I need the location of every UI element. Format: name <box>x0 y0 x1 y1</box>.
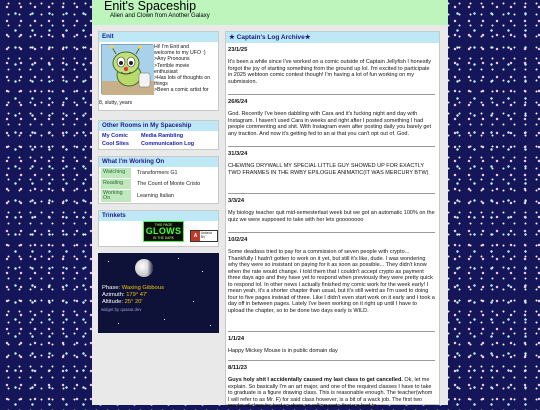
work-label: Reading <box>101 179 131 189</box>
antonia-badge-line1: Antonia <box>201 231 212 235</box>
antonia-badge-text <box>201 232 212 239</box>
log-date: 31/3/24 <box>228 151 248 157</box>
antonia-badge[interactable] <box>190 230 218 242</box>
log-date: 23/1/25 <box>228 47 248 53</box>
bio-line: welcome to my UFO :) <box>154 50 206 57</box>
antonia-badge-line2: BV <box>201 234 206 239</box>
bio-line: >Has lots of thoughts on <box>154 75 211 82</box>
moon-phase-line: Phase: Waxing Gibbous <box>102 285 165 291</box>
profile-heading: Enit <box>99 32 218 42</box>
profile-bio-tail: 8, slutty, years <box>99 100 133 106</box>
link-media-rambling[interactable]: Media Rambling <box>141 133 184 139</box>
moon-widget-credit[interactable]: widget by quasar.dev <box>101 307 142 312</box>
captains-log-heading: ★ Captain's Log Archive★ <box>226 32 439 43</box>
log-divider <box>228 94 435 95</box>
captains-log-box <box>225 31 440 409</box>
moon-phase-widget <box>98 253 219 333</box>
work-value: Learning Italian <box>137 193 174 199</box>
site-subtitle: Alien and Clown from Another Galaxy <box>110 13 210 19</box>
work-value: The Count of Monte Cristo <box>137 181 201 187</box>
working-on-heading: What I'm Working On <box>99 157 218 167</box>
rooms-box <box>98 120 219 150</box>
working-row-reading <box>101 179 218 189</box>
log-divider <box>228 193 435 194</box>
bio-line: things <box>154 81 168 88</box>
log-date: 26/6/24 <box>228 99 248 105</box>
work-label: Working On <box>101 190 131 202</box>
work-value: Transformers G1 <box>137 170 178 176</box>
log-text: CHEWING DRYWALL MY SPECIAL LITTLE GUY SHOWED UP FOR EXACTLY TWO FRANMES IN THE RWBY EPILOGUE ANIMATIC(IT WAS MERCURY BTW) <box>228 163 429 176</box>
glows-badge-main: GLOWS <box>145 226 182 236</box>
log-text: It's been a while since I've worked on a comic outside of Captain Jellyfish I honestly forgot the joy of starting something from the ground up lol. I'm excited to participate in 2025 webtoon comic contest though! I'm having a lot of fun working on my submission. <box>228 59 431 85</box>
log-text: God. Recently I've been dabbling with Cara and it's fucking night and day with Instagram. I haven't used Cara in weeks and right after I posted something I had people commenting and shit. With Instagram even after posting daily you barely get any traction. And now it's getting fed to an ai that you can't opt out of. God. <box>228 111 432 137</box>
page-container <box>92 0 448 409</box>
moon-phase-value: Waxing Gibbous <box>121 285 165 291</box>
bio-line: >Been a comic artist for <box>154 87 209 94</box>
moon-azimuth-line: Azimuth: 179° 47' <box>102 292 148 298</box>
log-divider <box>228 146 435 147</box>
log-date: 1/1/24 <box>228 336 245 342</box>
bio-line: Hi! I'm Enit and <box>154 44 190 50</box>
rooms-heading: Other Rooms in My Spaceship <box>99 121 218 131</box>
work-label: Watching <box>101 168 131 178</box>
log-divider <box>228 331 435 332</box>
site-title: Enit's Spaceship <box>104 0 197 13</box>
site-header <box>92 0 448 25</box>
log-date: 8/11/23 <box>228 365 248 371</box>
moon-altitude-value: 25° 20' <box>124 299 143 305</box>
log-text: Some deadass tried to pay for a commission of seven people with crypto... Thankfully I hadn't gotten to work on it yet, but still it's like, dude. I was wondering why they were so insistant on paying for it as soon as possible... They didn't know when the rate would change. I told them that I couldn't accept crypto as payment three days ago and they have yet to respond when previously they were pretty quick to respond lol. In other news I actually finished my comic work for the week early! I mean yeah, it's a shorter chapter than usual, but it's still weird as I'm used to doing four to five pages instead of three. Like I didn't even start work on it early and I took a day off in between pages. Lately I've been working on it right up until I have to upload the chapter, so to be done two days early is WILD. <box>228 249 435 314</box>
bio-line: >Terrible movie <box>154 62 190 69</box>
trinkets-heading: Trinkets <box>99 211 218 221</box>
log-divider <box>228 360 435 361</box>
log-divider <box>228 232 435 233</box>
link-cool-sites[interactable]: Cool Sites <box>102 141 129 147</box>
glows-badge-top: THIS PAGE <box>154 223 173 227</box>
profile-bio <box>154 44 216 94</box>
glows-badge-bottom: IN THE DARK <box>153 236 174 240</box>
log-text <box>228 377 435 410</box>
log-text: My biology teacher quit mid-semesterlast week but we got an automatic 100% on the quiz we were supposed to take with her lets goooooooo <box>228 210 435 223</box>
moon-altitude-line: Altitude: 25° 20' <box>102 299 143 305</box>
log-text: Happy Mickey Mouse is in public domain day <box>228 348 338 354</box>
link-communication-log[interactable]: Communication Log <box>141 141 195 147</box>
log-text-rest: Ok, let me explain. So basically I'm an art major, and one of the required classes I have to take to graduate is a figure drawing class. This is reasonable enough. The teacher(whom I will refer to as Mr. F) for said class however, is a bit of a wack job. The first two weeks of class he had us draw on rolling carts that we had to <box>228 377 433 409</box>
glows-in-dark-badge[interactable] <box>143 221 184 242</box>
log-date: 10/2/24 <box>228 237 248 243</box>
link-my-comic[interactable]: My Comic <box>102 133 128 139</box>
bio-line: >Any Pronouns <box>154 56 190 63</box>
log-entries[interactable] <box>226 43 440 409</box>
log-text-lead: Guys holy shit I accidentally caused my last class to get cancelled. <box>228 377 403 383</box>
antonia-badge-mark: A <box>191 231 200 241</box>
working-row-watching <box>101 168 218 178</box>
alien-clown-avatar-icon <box>101 44 153 94</box>
log-date: 3/3/24 <box>228 198 245 204</box>
working-on-box <box>98 156 219 204</box>
bio-line: enthusiast <box>154 68 178 75</box>
moon-azimuth-value: 179° 47' <box>126 292 148 298</box>
working-row-working-on <box>101 190 218 202</box>
